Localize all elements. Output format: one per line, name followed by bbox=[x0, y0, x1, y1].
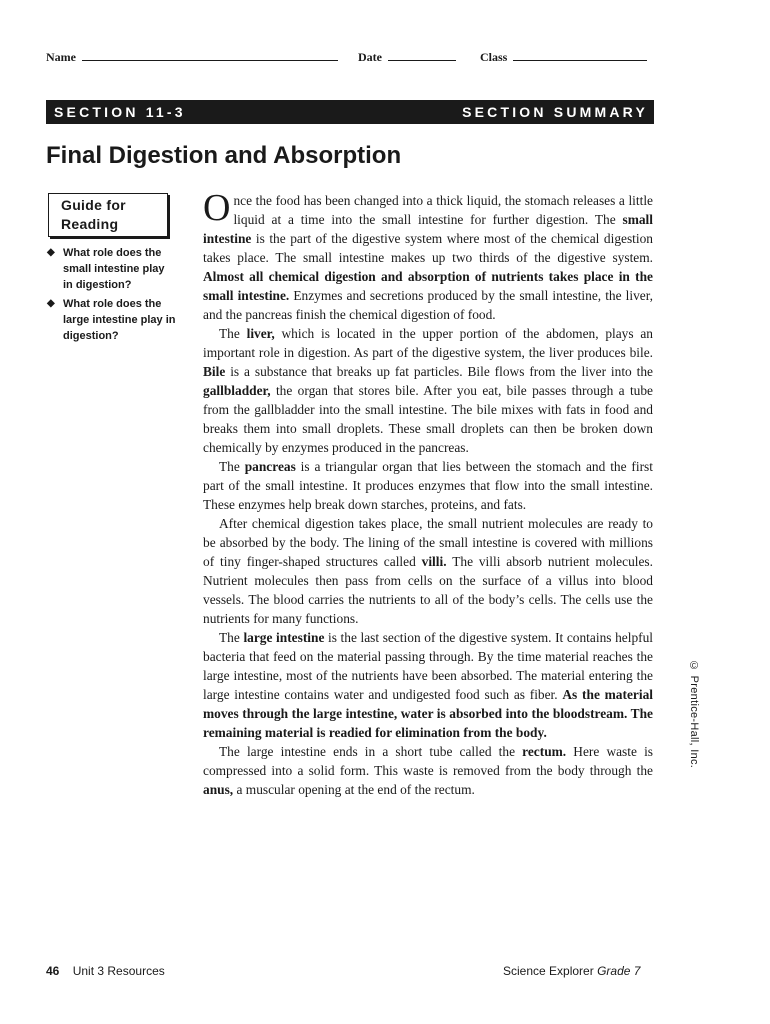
guide-question-text: What role does the small intestine play in digestion? bbox=[63, 247, 165, 291]
class-label: Class bbox=[480, 50, 508, 64]
key-term: small intestine bbox=[203, 212, 653, 246]
footer-book: Science Explorer bbox=[503, 964, 594, 978]
key-term: liver, bbox=[246, 326, 275, 341]
paragraph-text: a muscular opening at the end of the rectum. bbox=[233, 782, 475, 797]
date-blank-line bbox=[388, 50, 456, 61]
class-field bbox=[480, 50, 647, 65]
diamond-bullet-icon: ◆ bbox=[47, 298, 55, 309]
page-title: Final Digestion and Absorption bbox=[46, 142, 402, 169]
guide-box-line2: Reading bbox=[61, 216, 119, 232]
paragraph-text: is a triangular organ that lies between the stomach and the first part of the small intestine. It produces enzymes that flow into the small intestine. These enzymes help break down starches, proteins, and fats. bbox=[203, 459, 653, 512]
footer-resource: Unit 3 Resources bbox=[72, 964, 165, 978]
paragraph-text: The bbox=[219, 326, 247, 341]
paragraph bbox=[203, 628, 653, 742]
key-statement: Almost all chemical digestion and absorption of nutrients takes place in the small intestine. bbox=[203, 269, 653, 303]
section-number: SECTION 11-3 bbox=[54, 104, 186, 120]
paragraph bbox=[203, 457, 653, 514]
paragraph-text: Here waste is compressed into a solid form. This waste is removed from the body through the bbox=[203, 744, 654, 778]
section-summary-label: SECTION SUMMARY bbox=[462, 104, 648, 120]
paragraph-text: which is located in the upper portion of the abdomen, plays an important role in digestion. As part of the digestive system, the liver produces bile. bbox=[203, 326, 653, 360]
section-bar bbox=[46, 100, 654, 124]
page-number: 46 bbox=[46, 964, 60, 978]
guide-question-text: What role does the large intestine play in digestion? bbox=[63, 298, 176, 342]
guide-for-reading-box bbox=[48, 193, 168, 237]
summary-body bbox=[203, 187, 654, 799]
key-term: rectum. bbox=[522, 744, 567, 759]
guide-question bbox=[47, 245, 177, 293]
paragraph-text: is a substance that breaks up fat particles. Bile flows from the liver into the bbox=[225, 364, 653, 379]
name-blank-line bbox=[82, 50, 338, 61]
paragraph-text: The large intestine ends in a short tube called the bbox=[219, 744, 523, 759]
copyright-note: © Prentice-Hall, Inc. bbox=[688, 660, 700, 769]
name-field bbox=[46, 50, 338, 65]
key-term: large intestine bbox=[243, 630, 325, 645]
date-label: Date bbox=[358, 50, 382, 64]
footer-right bbox=[503, 964, 640, 978]
key-term: anus, bbox=[203, 782, 234, 797]
class-blank-line bbox=[513, 50, 647, 61]
paragraph-text: The villi absorb nutrient molecules. Nutrient molecules then pass from cells on the surface of a villus into blood vessels. The blood carries the nutrients to all of the body’s cells. The cells use the nutrients for many functions. bbox=[203, 554, 653, 626]
key-term: villi. bbox=[421, 554, 447, 569]
paragraph bbox=[203, 514, 653, 628]
paragraph bbox=[203, 324, 653, 457]
name-label: Name bbox=[46, 50, 76, 64]
guide-question bbox=[47, 296, 177, 344]
footer-left bbox=[46, 964, 165, 978]
footer-grade: Grade 7 bbox=[597, 964, 641, 978]
key-term: Bile bbox=[203, 364, 226, 379]
paragraph-text: Enzymes and secretions produced by the small intestine, the liver, and the pancreas finish the chemical digestion of food. bbox=[203, 288, 653, 322]
paragraph-text: the organ that stores bile. After you eat, bile passes through a tube from the gallbladder into the small intestine. The bile mixes with fats in food and breaks them into small droplets. These small droplets can then be broken down chemically by enzymes produced in the pancreas. bbox=[203, 383, 653, 455]
key-statement: As the material moves through the large intestine, water is absorbed into the bloodstream. The remaining material is readied for elimination from the body. bbox=[203, 687, 653, 740]
guide-box-line1: Guide for bbox=[61, 197, 126, 213]
paragraph-text: The bbox=[219, 630, 244, 645]
key-term: pancreas bbox=[244, 459, 296, 474]
paragraph-text: The bbox=[219, 459, 245, 474]
date-field bbox=[358, 50, 456, 65]
paragraph-text: After chemical digestion takes place, the small nutrient molecules are ready to be absorbed by the body. The lining of the small intestine is covered with millions of tiny finger-shaped structures called bbox=[203, 516, 653, 569]
paragraph bbox=[203, 187, 653, 324]
paragraph-text: nce the food has been changed into a thick liquid, the stomach releases a little liquid at a time into the small intestine for further digestion. The bbox=[233, 193, 653, 227]
drop-cap: O bbox=[203, 187, 231, 229]
paragraph bbox=[203, 742, 653, 799]
paragraph-text: is the part of the digestive system where most of the chemical digestion takes place. The small intestine makes up two thirds of the digestive system. bbox=[203, 231, 653, 265]
diamond-bullet-icon: ◆ bbox=[47, 247, 55, 258]
key-term: gallbladder, bbox=[203, 383, 271, 398]
paragraph-text: is the last section of the digestive system. It contains helpful bacteria that feed on the material passing through. By the time material reaches the large intestine, most of the nutrients have been absorbed. The material entering the large intestine contains water and undigested food such as fiber. bbox=[203, 630, 654, 702]
